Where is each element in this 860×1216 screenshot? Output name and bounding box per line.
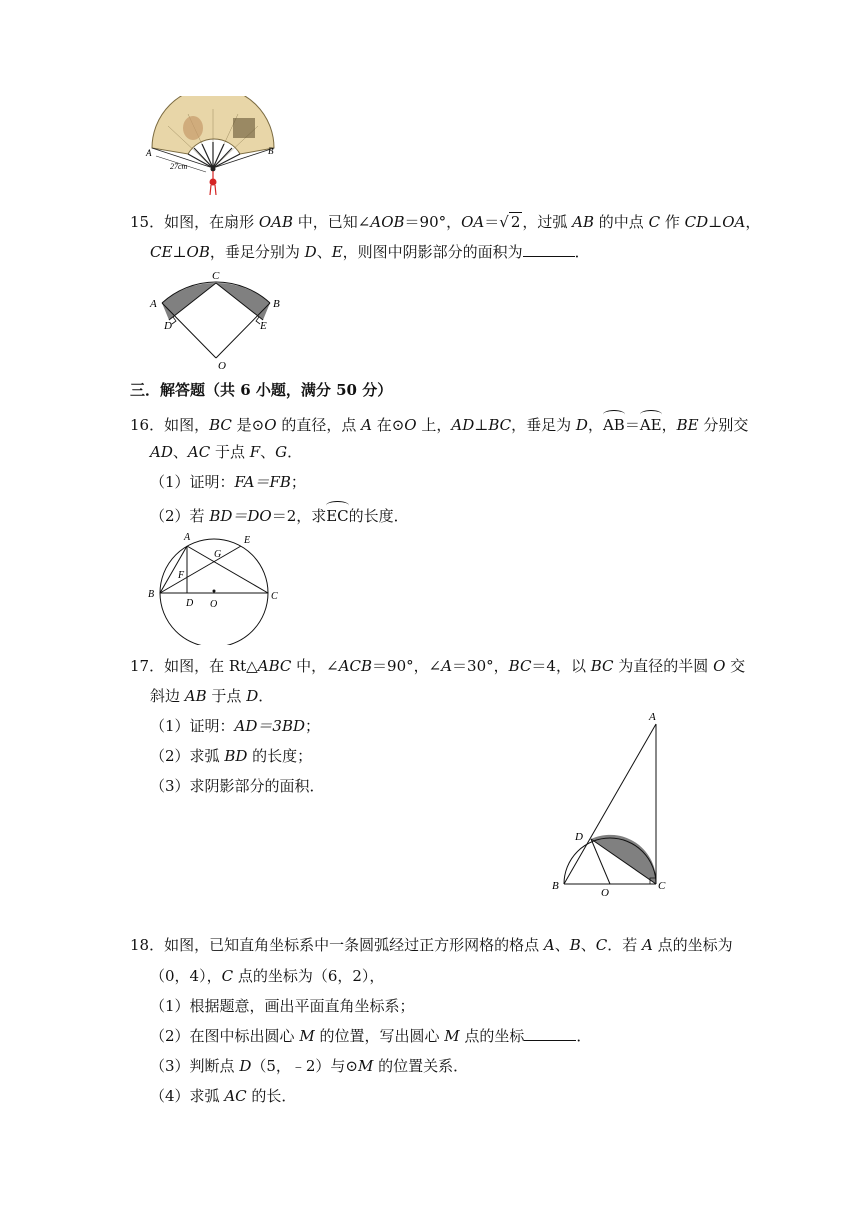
q16-figure — [146, 527, 286, 645]
q18-part4: （4）求弧 AC 的长． — [150, 1087, 297, 1105]
q17-number: 17． — [130, 657, 165, 675]
q17-label-b: B — [552, 880, 559, 892]
q16-part2: （2）若 BD＝DO＝2，求EC的长度． — [150, 503, 409, 526]
q15-answer-blank[interactable] — [523, 242, 575, 257]
q16-label-o: O — [210, 599, 218, 610]
fan-figure — [138, 96, 298, 196]
q17-label-c: C — [658, 880, 666, 892]
q17-label-d: D — [575, 831, 583, 843]
q15-label-c: C — [212, 270, 220, 282]
q16-label-d: D — [186, 598, 194, 609]
q17-line1: 17．如图，在 Rt△ABC 中，∠ACB＝90°，∠A＝30°，BC＝4，以 BC 为直径的半圆 O 交 — [130, 657, 746, 675]
q17-figure — [545, 706, 675, 901]
q15-label-b: B — [273, 298, 280, 310]
q16-arc-ab: AB — [603, 412, 625, 435]
q15-line1: 15．如图，在扇形 OAB 中，已知∠AOB＝90°，OA＝√ 2 ，过弧 AB 的中点 C 作 CD⊥OA， — [130, 213, 761, 231]
q18-number: 18． — [130, 936, 165, 954]
q18-line1: 18．如图，已知直角坐标系中一条圆弧经过正方形网格的格点 A、B、C．若 A 点的坐标为 — [130, 936, 733, 954]
q18-part1: （1）根据题意，画出平面直角坐标系； — [150, 997, 415, 1015]
q15-sqrt: 2 — [510, 213, 521, 231]
fan-label-a: A — [146, 148, 152, 158]
q16-line1: 16．如图，BC 是⊙O 的直径，点 A 在⊙O 上，AD⊥BC，垂足为 D，AB＝AE，BE 分别交 — [130, 412, 748, 435]
fan-label-b: B — [268, 146, 274, 156]
q16-line2: AD、AC 于点 F、G． — [150, 443, 303, 461]
q15-number: 15． — [130, 213, 165, 231]
q16-label-b: B — [148, 589, 155, 600]
q16-part1: （1）证明：FA＝FB； — [150, 473, 306, 491]
q16-arc-ec: EC — [326, 503, 348, 526]
q16-number: 16． — [130, 416, 165, 434]
q15-label-d: D — [164, 320, 172, 332]
q17-label-o: O — [601, 887, 609, 899]
q16-label-f: F — [178, 570, 185, 581]
q17-label-a: A — [649, 711, 656, 723]
q15-line2: CE⊥OB，垂足分别为 D、E，则图中阴影部分的面积为 ． — [150, 243, 590, 261]
q15-label-o: O — [218, 360, 226, 372]
q17-part2: （2）求弧 BD 的长度； — [150, 747, 313, 765]
fan-length-label: 27cm — [170, 162, 188, 171]
section-3-title: 三．解答题（共 6 小题，满分 50 分） — [130, 381, 393, 399]
q16-arc-ae: AE — [640, 412, 662, 435]
q17-line2: 斜边 AB 于点 D． — [150, 687, 274, 705]
q16-label-g: G — [214, 549, 222, 560]
q18-part3: （3）判断点 D（5，﹣2）与⊙M 的位置关系． — [150, 1057, 469, 1075]
q17-part3: （3）求阴影部分的面积． — [150, 777, 325, 795]
q16-label-c: C — [271, 591, 278, 602]
q16-label-e: E — [244, 535, 251, 546]
q18-part2: （2）在图中标出圆心 M 的位置，写出圆心 M 点的坐标 ． — [150, 1027, 592, 1045]
q18-answer-blank[interactable] — [524, 1026, 576, 1041]
q17-part1: （1）证明：AD＝3BD； — [150, 717, 321, 735]
q15-label-e: E — [260, 320, 267, 332]
q16-label-a: A — [184, 532, 191, 543]
q18-line2: （0，4），C 点的坐标为（6，2）， — [150, 967, 385, 985]
q15-figure — [146, 268, 291, 373]
q15-label-a: A — [150, 298, 157, 310]
